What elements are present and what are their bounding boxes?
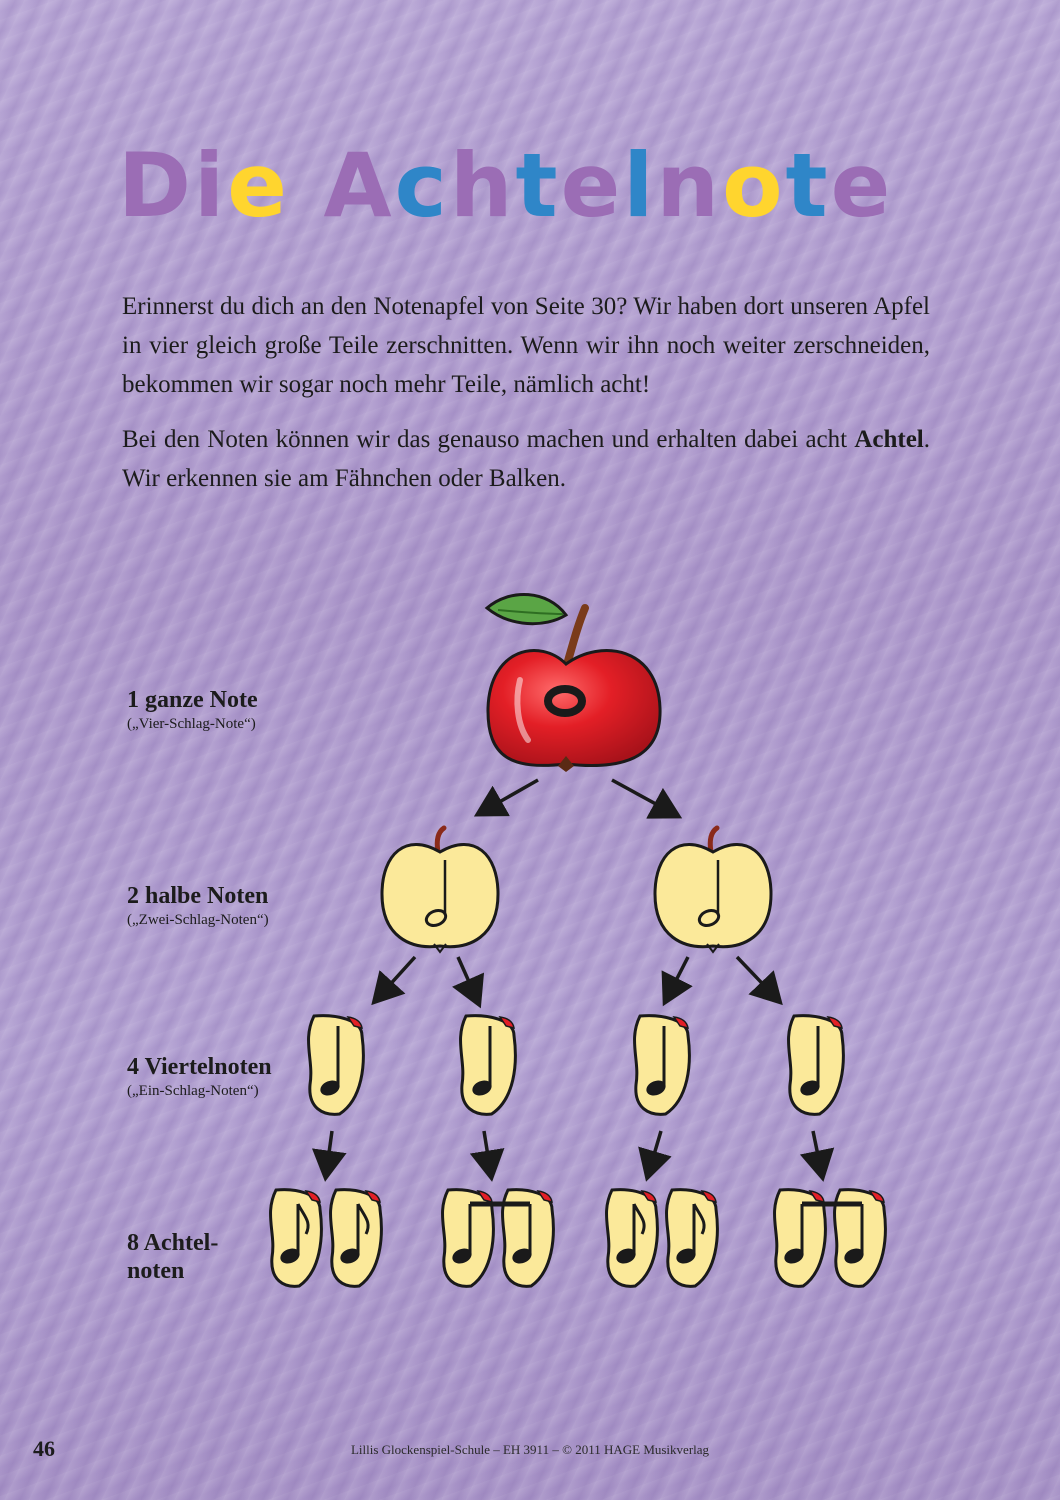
eighth-slice-icon — [331, 1190, 382, 1287]
title-letter: l — [623, 134, 657, 237]
level-label-main: 2 halbe Noten — [127, 883, 269, 909]
arrows-level-1 — [480, 780, 676, 815]
title-letter: A — [323, 134, 395, 237]
level-label-sub: („Zwei-Schlag-Noten“) — [127, 912, 269, 928]
title-letter: e — [227, 134, 290, 237]
quarter-slice-icon — [789, 1016, 844, 1115]
level-label-sub: („Ein-Schlag-Noten“) — [127, 1083, 259, 1099]
half-apple-icon — [655, 844, 771, 946]
whole-apple — [487, 594, 660, 772]
half-apple-icon — [382, 844, 498, 946]
quarter-slices — [309, 1016, 844, 1115]
title-letter: o — [722, 134, 786, 237]
arrows-level-2 — [376, 957, 778, 1002]
quarter-slice-icon — [461, 1016, 516, 1115]
arrows-level-3 — [326, 1131, 822, 1175]
page-number: 46 — [33, 1436, 55, 1461]
level-label-main-2: noten — [127, 1258, 185, 1284]
title-letter: c — [394, 134, 450, 237]
title-letter: h — [449, 134, 516, 237]
intro-paragraph-1: Erinnerst du dich an den Notenapfel von Seite 30? Wir haben dort unseren Apfel in vier gleich große Teile zerschnitten. Wenn wir ihn noch weiter zerschneiden, bekommen wir sogar noch mehr Teile, nämlich acht! — [122, 293, 930, 398]
quarter-slice-icon — [635, 1016, 690, 1115]
title-letter: t — [785, 134, 831, 237]
title-letter: e — [560, 134, 624, 237]
level-label-main: 8 Achtel- — [127, 1230, 219, 1256]
level-label-main: 4 Viertelnoten — [127, 1054, 272, 1080]
eighth-slice-icon — [667, 1190, 718, 1287]
title-letter: D — [118, 134, 195, 237]
half-apple — [382, 828, 498, 952]
eighth-slices — [271, 1190, 886, 1287]
intro-text-after: . Wir erkennen sie am Fähnchen oder Balken. — [122, 426, 930, 492]
title-letter: e — [830, 134, 894, 237]
apple-leaf-icon — [487, 594, 566, 623]
half-apple — [655, 828, 771, 952]
title-letter: i — [194, 134, 228, 237]
intro-text-before: Bei den Noten können wir das genauso machen und erhalten dabei acht — [122, 426, 855, 453]
half-apples — [382, 828, 771, 952]
title-letter: t — [515, 134, 561, 237]
footer-credit: Lillis Glockenspiel-Schule – EH 3911 – © 2011 HAGE Musikverlag — [350, 1442, 710, 1457]
quarter-slice-icon — [309, 1016, 364, 1115]
eighth-slice-icon — [271, 1190, 322, 1287]
achtel-term: Achtel — [854, 426, 924, 453]
eighth-slice-icon — [607, 1190, 658, 1287]
apple-stem — [568, 608, 585, 661]
title-letter: n — [656, 134, 723, 237]
level-label-main: 1 ganze Note — [127, 687, 258, 713]
level-label-sub: („Vier-Schlag-Note“) — [127, 716, 256, 732]
